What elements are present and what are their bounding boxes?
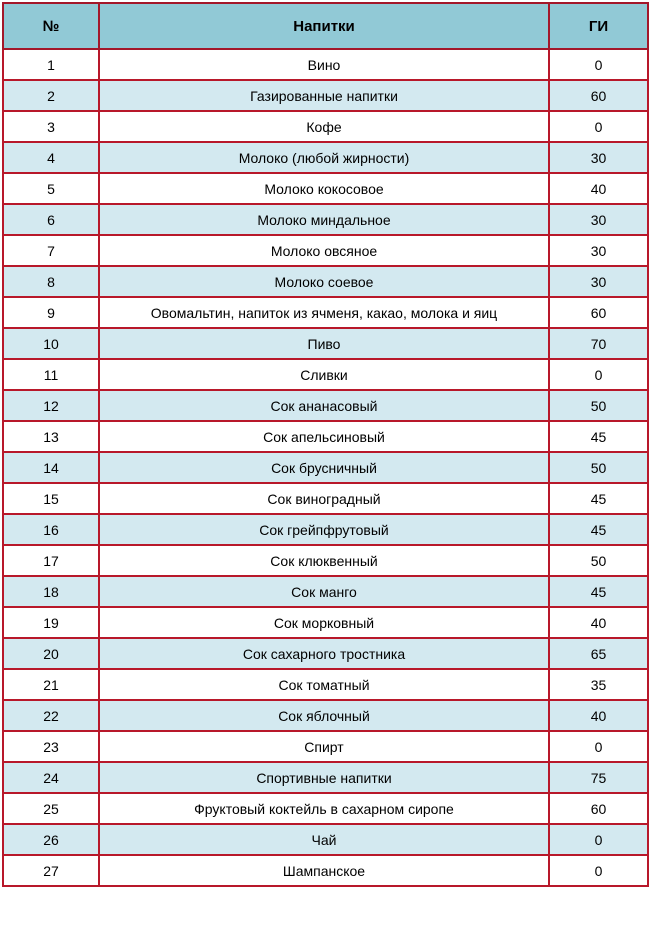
row-number: 3 bbox=[3, 111, 99, 142]
gi-value: 0 bbox=[549, 49, 648, 80]
table-row bbox=[3, 173, 648, 204]
gi-value: 50 bbox=[549, 390, 648, 421]
drink-name: Молоко соевое bbox=[99, 266, 549, 297]
row-number: 20 bbox=[3, 638, 99, 669]
gi-value: 0 bbox=[549, 824, 648, 855]
header-drinks: Напитки bbox=[99, 3, 549, 49]
drink-name: Сок апельсиновый bbox=[99, 421, 549, 452]
table-row bbox=[3, 142, 648, 173]
gi-value: 50 bbox=[549, 452, 648, 483]
gi-value: 0 bbox=[549, 111, 648, 142]
row-number: 16 bbox=[3, 514, 99, 545]
gi-value: 75 bbox=[549, 762, 648, 793]
drink-name: Чай bbox=[99, 824, 549, 855]
table-row bbox=[3, 731, 648, 762]
row-number: 19 bbox=[3, 607, 99, 638]
row-number: 27 bbox=[3, 855, 99, 886]
drink-name: Фруктовый коктейль в сахарном сиропе bbox=[99, 793, 549, 824]
drink-name: Сок клюквенный bbox=[99, 545, 549, 576]
table-row bbox=[3, 669, 648, 700]
table-row bbox=[3, 359, 648, 390]
row-number: 9 bbox=[3, 297, 99, 328]
table-row bbox=[3, 421, 648, 452]
row-number: 23 bbox=[3, 731, 99, 762]
table-row bbox=[3, 328, 648, 359]
gi-value: 30 bbox=[549, 142, 648, 173]
drink-name: Сок морковный bbox=[99, 607, 549, 638]
gi-value: 40 bbox=[549, 700, 648, 731]
table-row bbox=[3, 49, 648, 80]
drink-name: Овомальтин, напиток из ячменя, какао, молока и яиц bbox=[99, 297, 549, 328]
table-row bbox=[3, 297, 648, 328]
drink-name: Сок брусничный bbox=[99, 452, 549, 483]
table-row bbox=[3, 576, 648, 607]
table-row bbox=[3, 390, 648, 421]
table-row bbox=[3, 855, 648, 886]
row-number: 21 bbox=[3, 669, 99, 700]
drink-name: Вино bbox=[99, 49, 549, 80]
table-row bbox=[3, 545, 648, 576]
row-number: 10 bbox=[3, 328, 99, 359]
drinks-gi-table bbox=[2, 2, 649, 887]
table-row bbox=[3, 638, 648, 669]
gi-value: 0 bbox=[549, 359, 648, 390]
gi-value: 45 bbox=[549, 483, 648, 514]
row-number: 1 bbox=[3, 49, 99, 80]
row-number: 14 bbox=[3, 452, 99, 483]
table-row bbox=[3, 80, 648, 111]
drink-name: Газированные напитки bbox=[99, 80, 549, 111]
table-row bbox=[3, 514, 648, 545]
gi-value: 60 bbox=[549, 80, 648, 111]
gi-value: 50 bbox=[549, 545, 648, 576]
table-row bbox=[3, 204, 648, 235]
row-number: 24 bbox=[3, 762, 99, 793]
header-row bbox=[3, 3, 648, 49]
row-number: 6 bbox=[3, 204, 99, 235]
drink-name: Молоко миндальное bbox=[99, 204, 549, 235]
table-row bbox=[3, 111, 648, 142]
drink-name: Молоко (любой жирности) bbox=[99, 142, 549, 173]
gi-value: 30 bbox=[549, 204, 648, 235]
header-gi: ГИ bbox=[549, 3, 648, 49]
drink-name: Сок грейпфрутовый bbox=[99, 514, 549, 545]
row-number: 18 bbox=[3, 576, 99, 607]
table-row bbox=[3, 607, 648, 638]
drink-name: Молоко овсяное bbox=[99, 235, 549, 266]
drink-name: Сок виноградный bbox=[99, 483, 549, 514]
row-number: 7 bbox=[3, 235, 99, 266]
row-number: 12 bbox=[3, 390, 99, 421]
gi-value: 0 bbox=[549, 855, 648, 886]
row-number: 17 bbox=[3, 545, 99, 576]
table-row bbox=[3, 793, 648, 824]
drink-name: Спортивные напитки bbox=[99, 762, 549, 793]
gi-value: 70 bbox=[549, 328, 648, 359]
gi-value: 60 bbox=[549, 297, 648, 328]
drink-name: Пиво bbox=[99, 328, 549, 359]
gi-value: 40 bbox=[549, 173, 648, 204]
drink-name: Сок ананасовый bbox=[99, 390, 549, 421]
table-row bbox=[3, 824, 648, 855]
drink-name: Сливки bbox=[99, 359, 549, 390]
header-number: № bbox=[3, 3, 99, 49]
row-number: 5 bbox=[3, 173, 99, 204]
drink-name: Спирт bbox=[99, 731, 549, 762]
drink-name: Сок манго bbox=[99, 576, 549, 607]
row-number: 22 bbox=[3, 700, 99, 731]
gi-value: 0 bbox=[549, 731, 648, 762]
row-number: 26 bbox=[3, 824, 99, 855]
gi-value: 35 bbox=[549, 669, 648, 700]
table-row bbox=[3, 266, 648, 297]
gi-value: 45 bbox=[549, 514, 648, 545]
gi-value: 45 bbox=[549, 421, 648, 452]
table-row bbox=[3, 762, 648, 793]
drink-name: Молоко кокосовое bbox=[99, 173, 549, 204]
gi-value: 40 bbox=[549, 607, 648, 638]
gi-value: 65 bbox=[549, 638, 648, 669]
drink-name: Шампанское bbox=[99, 855, 549, 886]
drink-name: Кофе bbox=[99, 111, 549, 142]
row-number: 2 bbox=[3, 80, 99, 111]
table-row bbox=[3, 452, 648, 483]
table-body bbox=[3, 49, 648, 886]
row-number: 4 bbox=[3, 142, 99, 173]
table-row bbox=[3, 700, 648, 731]
row-number: 25 bbox=[3, 793, 99, 824]
row-number: 15 bbox=[3, 483, 99, 514]
table-row bbox=[3, 483, 648, 514]
gi-value: 60 bbox=[549, 793, 648, 824]
row-number: 11 bbox=[3, 359, 99, 390]
drink-name: Сок яблочный bbox=[99, 700, 549, 731]
drink-name: Сок сахарного тростника bbox=[99, 638, 549, 669]
row-number: 13 bbox=[3, 421, 99, 452]
drink-name: Сок томатный bbox=[99, 669, 549, 700]
gi-value: 45 bbox=[549, 576, 648, 607]
table-row bbox=[3, 235, 648, 266]
gi-value: 30 bbox=[549, 266, 648, 297]
row-number: 8 bbox=[3, 266, 99, 297]
gi-value: 30 bbox=[549, 235, 648, 266]
